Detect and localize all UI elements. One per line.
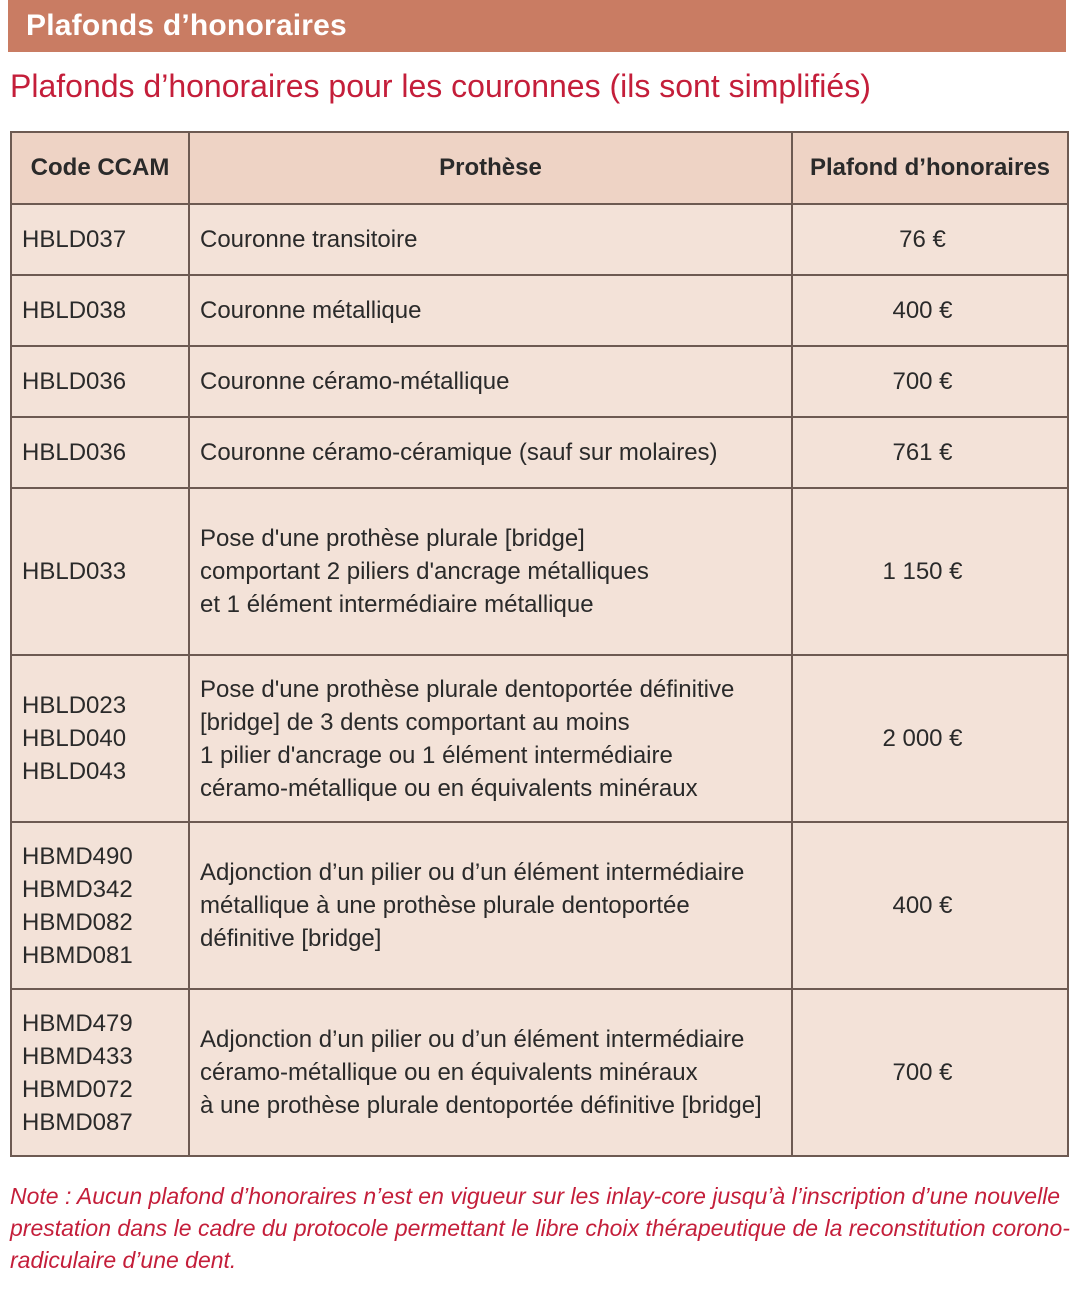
ccam-code: HBLD037 [22, 226, 127, 253]
description-line: Couronne céramo-céramique (sauf sur molaires) [200, 439, 718, 466]
cell-description [189, 989, 792, 1156]
table-row [11, 346, 1068, 417]
cell-description [189, 346, 792, 417]
description-line: Couronne métallique [200, 297, 422, 324]
description-line: céramo-métallique ou en équivalents minéraux [200, 1059, 698, 1086]
cell-fee: 400 € [792, 275, 1068, 346]
description-line: Couronne transitoire [200, 226, 418, 253]
cell-fee: 1 150 € [792, 488, 1068, 655]
ccam-code: HBLD023 [22, 692, 127, 719]
table-row [11, 822, 1068, 989]
ccam-code: HBMD479 [22, 1009, 133, 1037]
cell-description [189, 275, 792, 346]
description-line: Adjonction d’un pilier ou d’un élément intermédiaire [200, 859, 745, 886]
column-header-prosthesis: Prothèse [189, 132, 792, 204]
ccam-code: HBMD072 [22, 1075, 133, 1103]
footnote: Note : Aucun plafond d’honoraires n’est en vigueur sur les inlay-core jusqu’à l’inscription d’une nouvelle prestation dans le cadre du protocole permettant le libre choix thérapeutique de la reconstitution corono-radiculaire d’une dent. [10, 1183, 1070, 1273]
cell-fee: 700 € [792, 989, 1068, 1156]
cell-code [11, 204, 189, 275]
table-row [11, 655, 1068, 822]
ccam-code: HBLD040 [22, 725, 127, 752]
description-line: comportant 2 piliers d'ancrage métalliques [200, 558, 649, 585]
cell-description [189, 417, 792, 488]
ccam-code: HBMD490 [22, 842, 133, 870]
ccam-code: HBMD087 [22, 1108, 133, 1136]
fee-ceiling-table [10, 131, 1069, 1157]
cell-code [11, 989, 189, 1156]
description-line: Couronne céramo-métallique [200, 368, 510, 395]
column-header-code: Code CCAM [11, 132, 189, 204]
table-row [11, 275, 1068, 346]
ccam-code: HBLD036 [22, 368, 127, 395]
cell-description [189, 488, 792, 655]
description-line: Pose d'une prothèse plurale dentoportée définitive [200, 675, 735, 703]
table-row [11, 204, 1068, 275]
cell-code [11, 417, 189, 488]
ccam-code: HBLD033 [22, 558, 127, 585]
description-line: 1 pilier d'ancrage ou 1 élément intermédiaire [200, 741, 673, 769]
description-line: céramo-métallique ou en équivalents minéraux [200, 774, 698, 802]
section-title: Plafonds d’honoraires [26, 9, 347, 42]
table-subtitle: Plafonds d’honoraires pour les couronnes (ils sont simplifiés) [10, 68, 871, 104]
ccam-code: HBMD081 [22, 941, 133, 969]
table-row [11, 488, 1068, 655]
description-line: et 1 élément intermédiaire métallique [200, 591, 594, 618]
cell-fee: 400 € [792, 822, 1068, 989]
cell-code [11, 275, 189, 346]
description-line: Adjonction d’un pilier ou d’un élément intermédiaire [200, 1026, 745, 1053]
cell-fee: 761 € [792, 417, 1068, 488]
table-row [11, 417, 1068, 488]
description-line: [bridge] de 3 dents comportant au moins [200, 708, 630, 736]
table-header-row [11, 132, 1068, 204]
ccam-code: HBMD082 [22, 908, 133, 936]
section-banner [8, 0, 1066, 52]
description-line: Pose d'une prothèse plurale [bridge] [200, 525, 585, 552]
table-row [11, 989, 1068, 1156]
description-line: métallique à une prothèse plurale dentoportée [200, 892, 690, 919]
ccam-code: HBMD433 [22, 1042, 133, 1070]
cell-code [11, 822, 189, 989]
ccam-code: HBLD038 [22, 297, 127, 324]
cell-fee: 76 € [792, 204, 1068, 275]
column-header-fee-ceiling: Plafond d’honoraires [792, 132, 1068, 204]
ccam-code: HBLD036 [22, 439, 127, 466]
ccam-code: HBMD342 [22, 875, 133, 903]
cell-description [189, 204, 792, 275]
cell-code [11, 655, 189, 822]
cell-code [11, 488, 189, 655]
cell-description [189, 822, 792, 989]
description-line: définitive [bridge] [200, 925, 382, 952]
cell-fee: 700 € [792, 346, 1068, 417]
description-line: à une prothèse plurale dentoportée définitive [bridge] [200, 1092, 762, 1119]
cell-code [11, 346, 189, 417]
ccam-code: HBLD043 [22, 758, 127, 785]
cell-fee: 2 000 € [792, 655, 1068, 822]
cell-description [189, 655, 792, 822]
